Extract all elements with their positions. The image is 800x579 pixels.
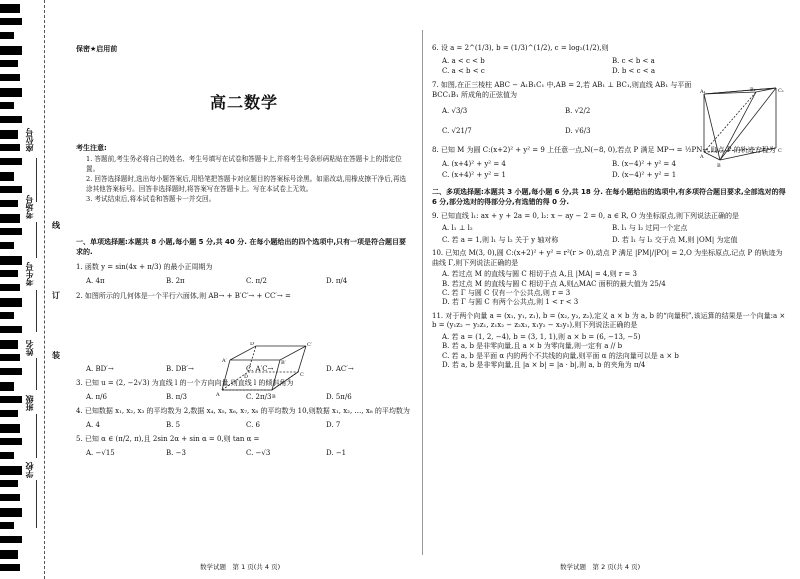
confidential-mark: 保密★启用前 <box>76 45 118 53</box>
label-cprime: C′ <box>307 342 312 348</box>
notice-item: 2. 回答选择题时,选出每小题答案后,用铅笔把答题卡对应题目的答案标号涂黑。如需改动,用橡皮擦干净后,再选涂其他答案标号。回答非选择题时,将答案写在答题卡上。写在本试卷上无效。 <box>86 175 407 193</box>
question-9 <box>432 212 788 245</box>
binding-bar <box>0 326 22 333</box>
option: D. b < c < a <box>612 66 656 75</box>
seal-char-line: 线 <box>52 221 60 230</box>
binding-bar <box>0 74 20 81</box>
option: B. π/3 <box>166 392 188 401</box>
triangular-prism-figure <box>700 86 788 168</box>
label-d: D <box>244 374 249 380</box>
question-stem: 6. 设 a = 2^(1/3), b = (1/3)^(1/2), c = log₂(1/2),则 <box>432 44 609 52</box>
binding-strip <box>0 0 66 579</box>
binding-bar <box>0 312 14 319</box>
option: C. 若 Γ 与圆 C 仅有一个公共点,则 r = 3 <box>442 289 571 298</box>
binding-bar <box>0 452 14 459</box>
option: A. 若过点 M 的直线与圆 C 相切于点 A,且 |MA| = 4,则 r = 3 <box>442 270 637 279</box>
footer-page-1: 数学试题 第 1 页(共 4 页) <box>200 563 281 571</box>
binding-bar <box>0 130 18 139</box>
notice-block <box>76 155 412 206</box>
question-stem: 7. 如图,在正三棱柱 ABC − A₁B₁C₁ 中,AB = 2,若 AB₁ ⊥ BC₁,则直线 AB₁ 与平面 BCC₁B₁ 所成角的正弦值为 <box>432 81 692 99</box>
option: A. BD′→ <box>86 364 114 373</box>
question-4 <box>76 407 412 430</box>
label-bprime: B′ <box>281 360 286 366</box>
label-c1: C₁ <box>778 88 784 94</box>
option: D. −1 <box>326 448 347 457</box>
option: C. 若 a = 1,则 l₁ 与 l₂ 关于 y 轴对称 <box>442 235 559 244</box>
binding-bar <box>0 354 20 361</box>
notice-heading: 考生注意: <box>76 144 107 152</box>
label-a: A <box>216 392 220 398</box>
binding-bar <box>0 298 22 307</box>
column-divider <box>422 30 423 555</box>
school-write-line <box>36 480 37 528</box>
question-11 <box>432 312 788 371</box>
binding-bar <box>0 172 14 181</box>
binding-bar <box>0 340 18 349</box>
question-stem: 8. 已知 M 为圆 C:(x+2)² + y² = 9 上任意一点,N(−8, 0),若点 P 满足 MP→ = ½PN→,则点 P 的轨迹方程为 <box>432 146 776 155</box>
binding-bar <box>0 32 14 39</box>
binding-bar <box>0 396 22 403</box>
question-5 <box>76 435 412 458</box>
binding-bar <box>0 4 20 13</box>
binding-field-student-no: 考生号 <box>25 262 34 286</box>
seal-char-bind: 订 <box>52 291 60 300</box>
question-6 <box>432 44 788 76</box>
option: A. 4π <box>86 277 105 286</box>
option: A. (x+4)² + y² = 4 <box>442 159 506 168</box>
parallelepiped-figure <box>208 342 318 402</box>
option: B. (x−4)² + y² = 4 <box>612 159 676 168</box>
option: A. −√15 <box>86 448 115 457</box>
option: C. 2π/3 <box>246 392 272 401</box>
option: B. 若过点 M 的直线与圆 C 相切于点 A,则△MAC 面积的最大值为 25/4 <box>442 279 666 288</box>
class-write-line <box>36 414 37 458</box>
label-b1: B₁ <box>750 87 756 93</box>
option: C. 若 a, b 是平面 α 内的两个不共线的向量,则平面 α 的法向量可以是 a × b <box>442 351 679 360</box>
binding-bar <box>0 424 20 433</box>
question-10 <box>432 249 788 308</box>
option: C. A′C→ <box>246 364 274 373</box>
binding-bar <box>0 214 20 223</box>
binding-bar <box>0 368 22 375</box>
binding-bar <box>0 200 18 207</box>
question-1 <box>76 263 412 287</box>
seal-char-pack: 装 <box>52 351 60 360</box>
section-heading-single: 一、单项选择题:本题共 8 小题,每小题 5 分,共 40 分. 在每小题给出的四个选项中,只有一项是符合题目要求的. <box>76 238 406 256</box>
binding-bar <box>0 284 20 291</box>
room-write-line <box>36 222 37 258</box>
question-stem: 9. 已知直线 l₁: ax + y + 2a = 0, l₂: x − ay − 2 = 0, a ∈ R, O 为坐标原点,则下列说法正确的是 <box>432 211 740 220</box>
binding-bar <box>0 536 22 543</box>
binding-barcode-bars <box>0 0 22 579</box>
binding-bar <box>0 550 18 559</box>
option: B. c < b < a <box>612 57 655 66</box>
binding-dash-line <box>44 0 45 579</box>
label-b: B <box>717 163 721 168</box>
option: C. π/2 <box>246 277 267 286</box>
option: A. π/6 <box>86 392 107 401</box>
binding-bar <box>0 270 18 277</box>
label-c: C <box>778 148 782 154</box>
option: D. 若 l₁ 与 l₂ 交于点 M,则 |OM| 为定值 <box>612 235 738 244</box>
option: B. l₁ 与 l₂ 过同一个定点 <box>612 224 688 233</box>
binding-bar <box>0 494 20 501</box>
option: D. 若 a, b 是非零向量,且 |a × b| = |a · b|,则 a, b 的夹角为 π/4 <box>442 361 646 370</box>
binding-bar <box>0 116 22 123</box>
option: A. 4 <box>86 420 100 429</box>
name-write-line <box>36 358 37 390</box>
option: A. l₁ ⊥ l₂ <box>442 224 473 233</box>
binding-bar <box>0 438 22 445</box>
section-heading-multi: 二、多项选择题:本题共 3 小题,每小题 6 分,共 18 分. 在每小题给出的选项中,有多项符合题目要求,全部选对的得 6 分,部分选对的得部分分,有选错的得 0 分. <box>432 188 786 207</box>
binding-bar <box>0 18 22 25</box>
binding-bar <box>0 256 22 265</box>
option: B. DB′→ <box>166 364 194 373</box>
notice-item: 1. 答题前,考生务必将自己的姓名、考生号填写在试卷和答题卡上,并将考生号条形码粘贴在答题卡上的指定位置。 <box>86 155 402 173</box>
binding-field-name: 姓名 <box>25 340 34 356</box>
question-stem: 3. 已知 u = (2, −2√3) 为直线 l 的一个方向向量,则直线 l 的倾斜角为 <box>76 379 294 388</box>
label-a: A <box>700 154 704 160</box>
binding-bar <box>0 102 14 109</box>
option: C. a < b < c <box>442 66 485 75</box>
option: D. (x−4)² + y² = 1 <box>612 170 677 179</box>
question-7 <box>432 81 694 136</box>
option: B. −3 <box>166 448 186 457</box>
binding-field-school: 学校 <box>25 462 34 478</box>
binding-bar <box>0 144 20 151</box>
option: A. 若 a = (1, 2, −4), b = (3, 1, 1),则 a × b = (6, −13, −5) <box>442 332 641 341</box>
option: C. √21/7 <box>442 126 472 135</box>
binding-bar <box>0 410 18 417</box>
binding-field-class: 班级 <box>25 395 34 411</box>
notice-item: 3. 考试结束后,将本试卷和答题卡一并交回。 <box>86 195 216 204</box>
binding-bar <box>0 60 18 67</box>
binding-bar <box>0 466 22 475</box>
option: D. 7 <box>326 420 341 429</box>
option: A. a < c < b <box>442 57 485 66</box>
question-stem: 5. 已知 α ∈ (π/2, π),且 2sin 2α + sin α = 0,则 tan α = <box>76 435 260 444</box>
label-b: B <box>272 394 276 400</box>
option: D. 5π/6 <box>326 392 352 401</box>
footer-page-2: 数学试题 第 2 页(共 4 页) <box>560 563 641 571</box>
label-c: C <box>300 372 304 378</box>
label-dprime: D′ <box>250 342 256 347</box>
question-stem: 10. 已知点 M(3, 0),圆 C:(x+2)² + y² = r²(r > 0),动点 P 满足 |PM|/|PO| = 2,O 为坐标原点,记点 P 的轨迹为曲线 Γ,则下列说法正确的是 <box>432 249 783 267</box>
option: C. −√3 <box>246 448 271 457</box>
option: D. AC′→ <box>326 364 354 373</box>
binding-bar <box>0 480 18 487</box>
binding-bar <box>0 46 22 55</box>
binding-bar <box>0 158 22 165</box>
binding-field-room: 考场号 <box>25 195 34 219</box>
option: D. π/4 <box>326 277 348 286</box>
question-stem: 2. 如图所示的几何体是一个平行六面体,则 AB→ + B′C′→ + CC′→ = <box>76 292 291 301</box>
binding-field-seat: 座位号 <box>25 128 34 152</box>
label-aprime: A′ <box>222 358 227 364</box>
option: B. 若 a, b 是非零向量,且 a × b 为零向量,则一定有 a // b <box>442 342 623 351</box>
question-stem: 4. 已知数据 x₁, x₂, x₃ 的平均数为 2,数据 x₄, x₅, x₆, x₇, x₈ 的平均数为 10,则数据 x₁, x₂, …, x₈ 的平均数为 <box>76 407 410 416</box>
exam-title: 高二数学 <box>209 93 278 112</box>
binding-bar <box>0 186 22 193</box>
option: A. √3/3 <box>442 107 468 116</box>
binding-bar <box>0 242 14 249</box>
question-stem: 11. 对于两个向量 a = (x₁, y₁, z₁), b = (x₂, y₂, z₂),定义 a × b 为 a, b 的“向量积”,该运算的结果是一个向量:a × b = (y₁z₂ − y₂z₁, z₁x₂ − z₂x₁, x₁y₂ − x₂y₁),则下列说法正确的是 <box>432 311 786 330</box>
binding-bar <box>0 508 22 517</box>
binding-bar <box>0 88 22 97</box>
option: B. √2/2 <box>565 107 591 116</box>
label-a1: A₁ <box>700 89 706 95</box>
option: D. 若 Γ 与圆 C 有两个公共点,则 1 < r < 3 <box>442 298 579 307</box>
option: B. 5 <box>166 420 181 429</box>
binding-bar <box>0 522 14 529</box>
option: B. 2π <box>166 277 185 286</box>
question-stem: 1. 函数 y = sin(4x + π/3) 的最小正周期为 <box>76 262 213 271</box>
option: C. (x+4)² + y² = 1 <box>442 170 506 179</box>
option: D. √6/3 <box>565 126 591 135</box>
binding-bar <box>0 228 22 235</box>
option: C. 6 <box>246 420 261 429</box>
binding-bar <box>0 564 20 571</box>
student-no-write-line <box>36 290 37 332</box>
binding-bar <box>0 382 14 391</box>
